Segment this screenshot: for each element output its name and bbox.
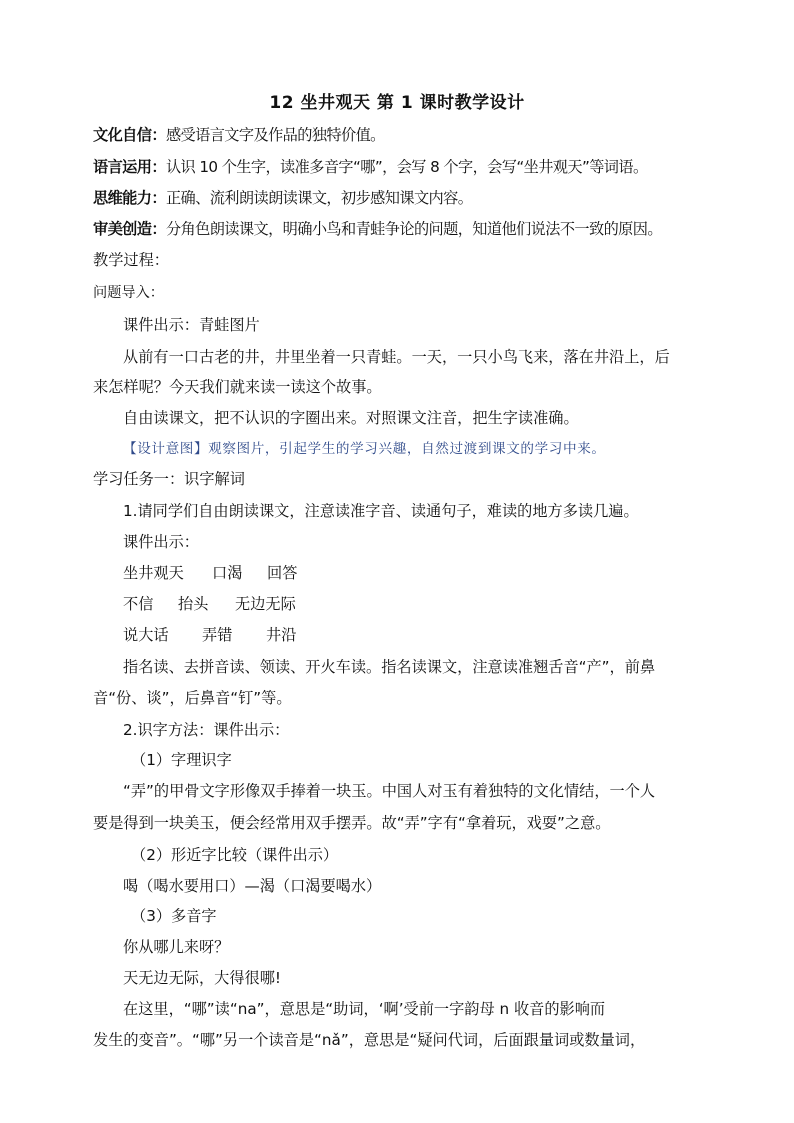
- explain-line-2: 发生的变音”。“哪”另一个读音是“nǎ”，意思是“疑问代词，后面跟量词或数量词，: [93, 1031, 646, 1049]
- intro-courseware: 课件出示：青蛙图片: [123, 316, 260, 334]
- method3-heading: （3）多音字: [131, 907, 217, 925]
- task1-step2: 2.识字方法：课件出示：: [123, 721, 290, 739]
- method2-heading: （2）形近字比较（课件出示）: [131, 846, 339, 864]
- intro-story-line-1: 从前有一口古老的井，井里坐着一只青蛙。一天，一只小鸟飞来，落在井沿上，后: [123, 348, 670, 366]
- page-title: 12 坐井观天 第 1 课时教学设计: [269, 93, 525, 113]
- task1-reading-line-1: 指名读、去拼音读、领读、开火车读。指名读课文，注意读准翘舌音“产”，前鼻: [123, 658, 656, 676]
- word-item: 口渴: [212, 564, 243, 582]
- task1-reading-line-2: 音“份、谈”，后鼻音“钉”等。: [93, 689, 292, 707]
- word-row: [123, 625, 296, 645]
- word-item: 说大话: [123, 626, 169, 644]
- word-item: 弄错: [202, 626, 233, 644]
- example-sentence-2: 天无边无际，大得很哪!: [123, 969, 281, 987]
- intro-reading: 自由读课文，把不认识的字圈出来。对照课文注音，把生字读准确。: [123, 409, 579, 427]
- goal-label: 语言运用：: [93, 158, 166, 176]
- word-item: 无边无际: [235, 595, 296, 613]
- word-item: 回答: [267, 564, 298, 582]
- task1-heading: 学习任务一：识字解词: [93, 470, 245, 488]
- task1-courseware: 课件出示：: [123, 533, 199, 551]
- goal-text: 分角色朗读课文，明确小鸟和青蛙争论的问题，知道他们说法不一致的原因。: [165, 220, 662, 238]
- goal-text: 感受语言文字及作品的独特价值。: [165, 126, 385, 144]
- goal-culture: [93, 125, 385, 145]
- goal-label: 思维能力：: [93, 189, 166, 207]
- word-item: 不信: [123, 595, 154, 613]
- explain-line-1: 在这里，“哪”读“na”，意思是“助词，‘啊’受前一字韵母 n 收音的影响而: [123, 1000, 606, 1018]
- goal-text: 正确、流利朗读朗读课文，初步感知课文内容。: [165, 189, 473, 207]
- goal-label: 审美创造：: [93, 220, 166, 238]
- task1-step1: 1.请同学们自由朗读课文，注意读准字音、读通句子，难读的地方多读几遍。: [123, 502, 639, 520]
- goal-label: 文化自信：: [93, 126, 166, 144]
- example-sentence-1: 你从哪儿来呀？: [123, 938, 230, 956]
- word-item: 抬头: [178, 595, 209, 613]
- method1-text-line-1: “弄”的甲骨文字形像双手捧着一块玉。中国人对玉有着独特的文化情结，一个人: [123, 782, 656, 800]
- method1-text-line-2: 要是得到一块美玉，便会经常用双手摆弄。故“弄”字有“拿着玩，戏耍”之意。: [93, 814, 611, 832]
- word-row: [123, 563, 297, 583]
- process-heading: 教学过程：: [93, 251, 169, 269]
- goal-text: 认识 10 个生字，读准多音字“哪”，会写 8 个字，会写“坐井观天”等词语。: [165, 158, 648, 176]
- goal-aesthetics: [93, 219, 662, 239]
- word-item: 井沿: [266, 626, 297, 644]
- intro-heading: 问题导入：: [93, 285, 164, 301]
- method1-heading: （1）字理识字: [131, 751, 232, 769]
- goal-thinking: [93, 188, 472, 208]
- goal-language: [93, 157, 648, 177]
- intro-story-line-2: 来怎样呢？今天我们就来读一读这个故事。: [93, 378, 382, 396]
- word-row: [123, 594, 296, 614]
- design-intent-note: 【设计意图】观察图片，引起学生的学习兴趣，自然过渡到课文的学习中来。: [123, 441, 606, 457]
- method2-text: 喝（喝水要用口）—渴（口渴要喝水）: [123, 877, 382, 895]
- word-item: 坐井观天: [123, 564, 184, 582]
